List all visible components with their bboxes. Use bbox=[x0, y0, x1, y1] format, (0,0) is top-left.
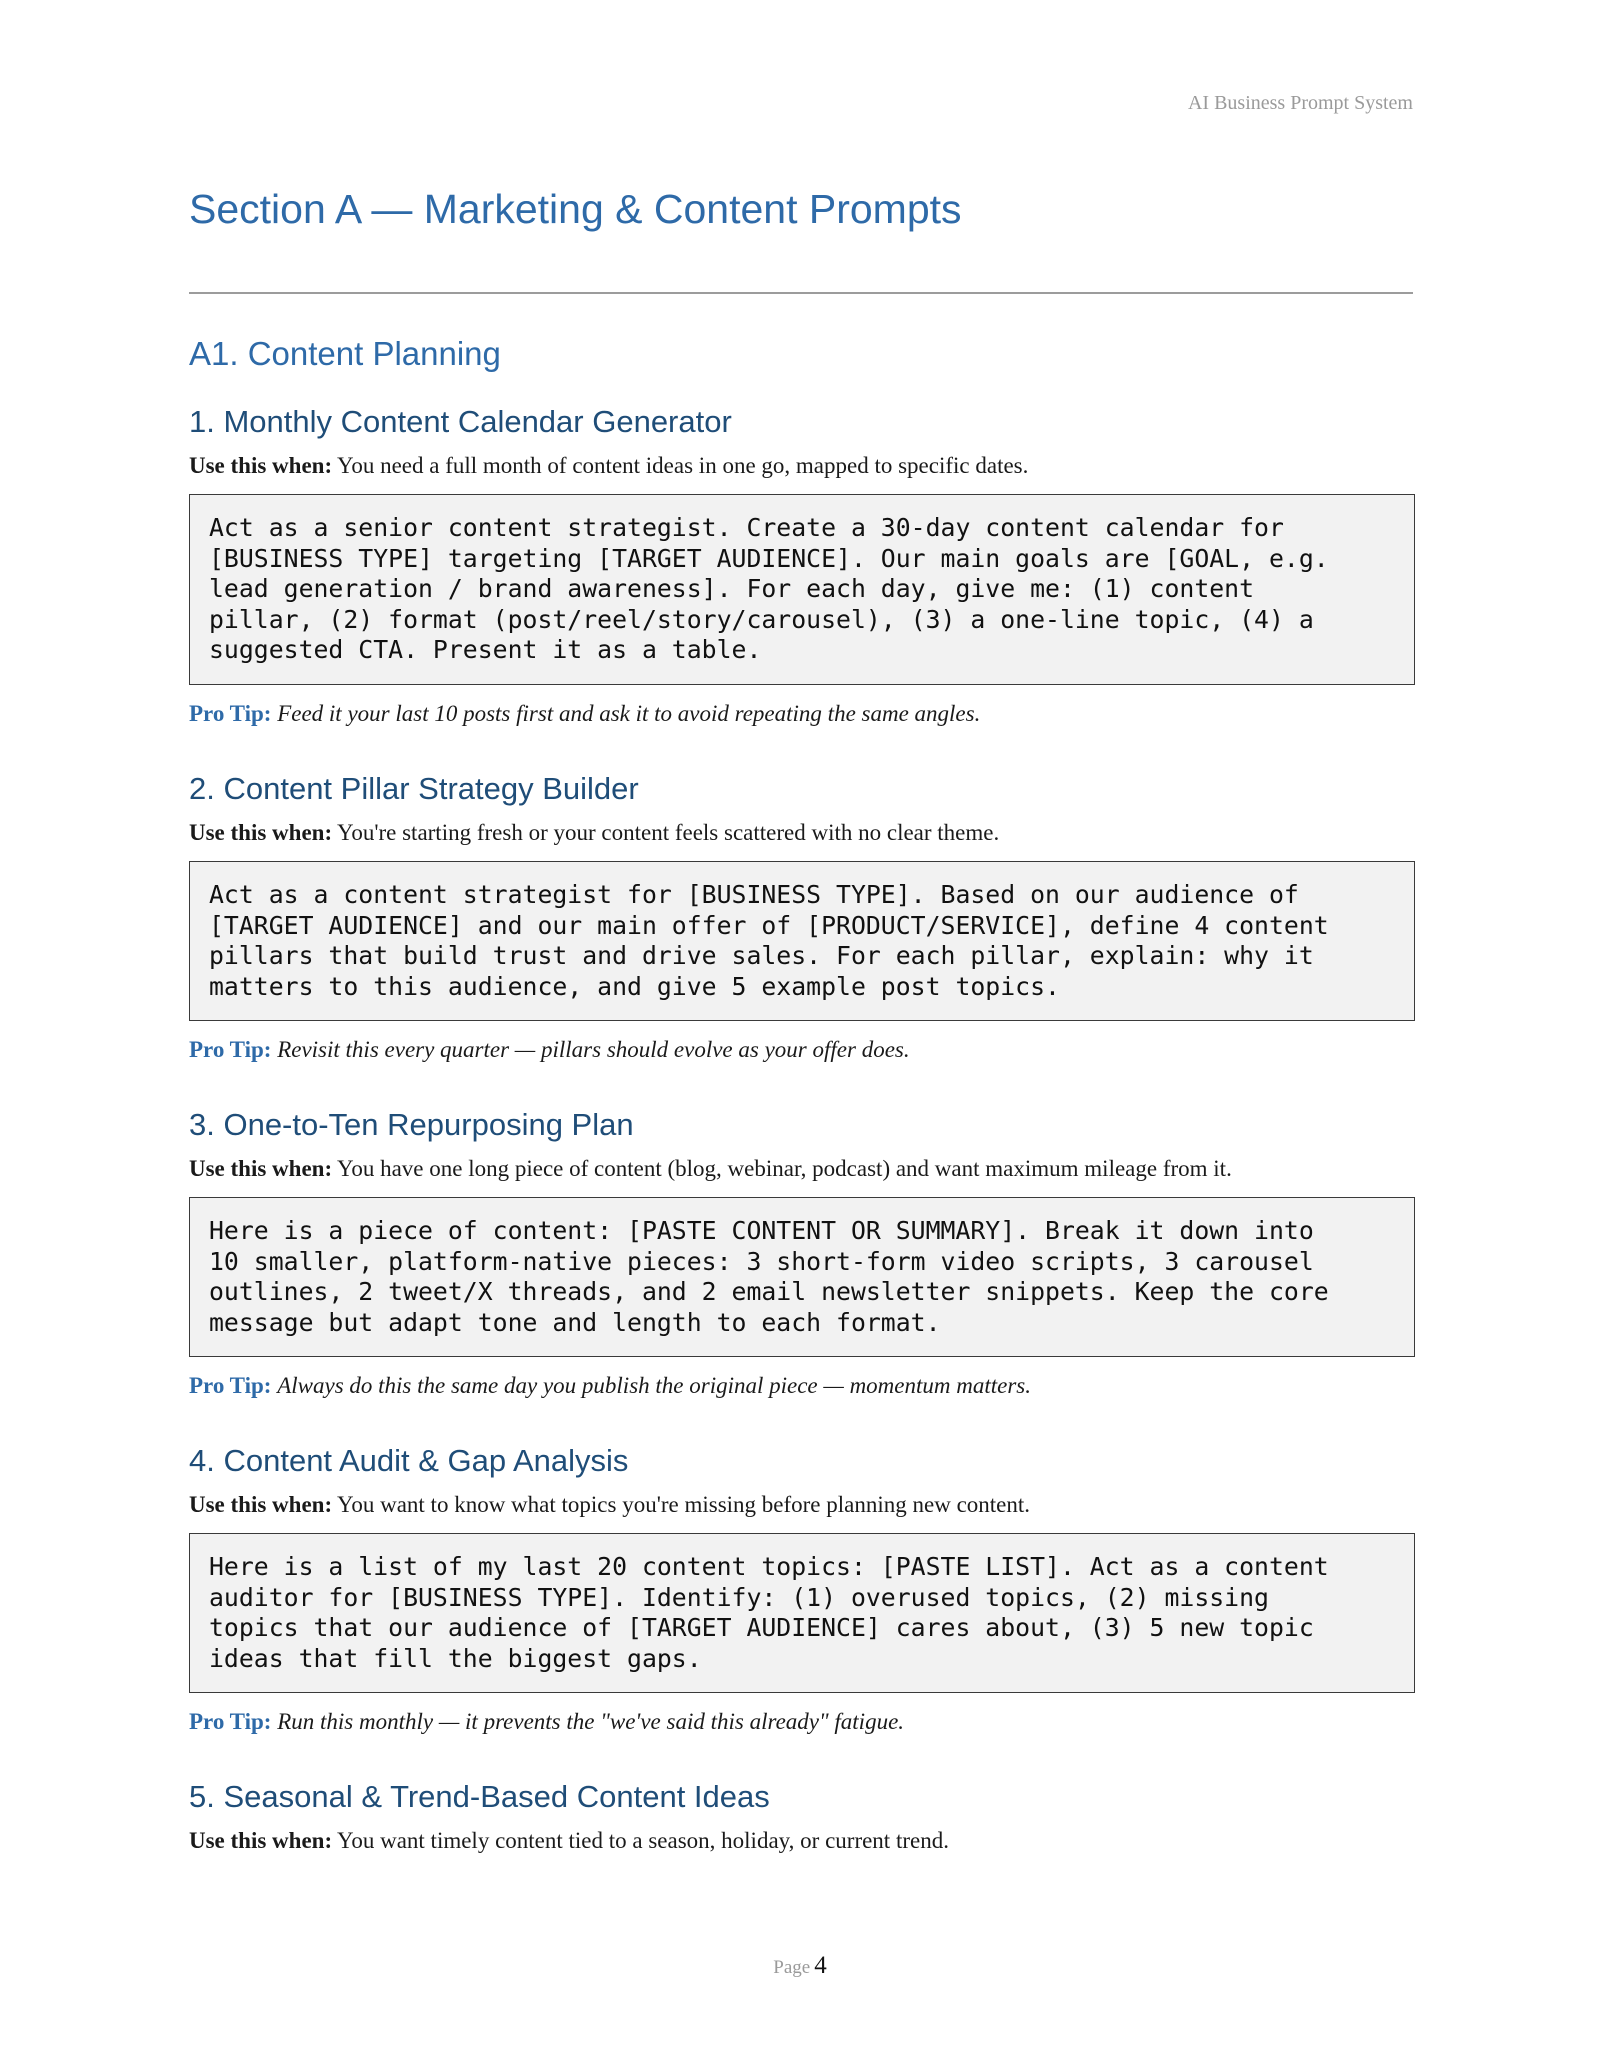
pro-tip-text: Always do this the same day you publish the original piece — momentum matters. bbox=[277, 1373, 1032, 1398]
pro-tip-line bbox=[189, 1707, 1415, 1737]
use-when-text: You want timely content tied to a season, holiday, or current trend. bbox=[337, 1828, 949, 1853]
prompt-code-box[interactable]: Here is a piece of content: [PASTE CONTENT OR SUMMARY]. Break it down into 10 smaller, platform-native pieces: 3 short-form video scripts, 3 carousel outlines, 2 tweet/X threads, and 2 email newsletter snippets. Keep the core message but adapt tone and length to each format. bbox=[189, 1197, 1415, 1357]
pro-tip-text: Run this monthly — it prevents the "we've said this already" fatigue. bbox=[277, 1709, 905, 1734]
use-when-label: Use this when: bbox=[189, 1828, 333, 1853]
use-when-text: You need a full month of content ideas in one go, mapped to specific dates. bbox=[337, 453, 1029, 478]
pro-tip-label: Pro Tip: bbox=[189, 1373, 272, 1398]
pro-tip-label: Pro Tip: bbox=[189, 1709, 272, 1734]
use-when-text: You want to know what topics you're missing before planning new content. bbox=[337, 1492, 1031, 1517]
section-divider bbox=[189, 292, 1413, 294]
use-when-text: You have one long piece of content (blog, webinar, podcast) and want maximum mileage from it. bbox=[337, 1156, 1232, 1181]
prompt-entry-5 bbox=[189, 1778, 1415, 1856]
prompt-code-box[interactable]: Act as a content strategist for [BUSINESS TYPE]. Based on our audience of [TARGET AUDIENCE] and our main offer of [PRODUCT/SERVICE], define 4 content pillars that build trust and drive sales. For each pillar, explain: why it matters to this audience, and give 5 example post topics. bbox=[189, 861, 1415, 1021]
use-when-label: Use this when: bbox=[189, 1492, 333, 1517]
prompt-title: 3. One-to-Ten Repurposing Plan bbox=[189, 1107, 634, 1142]
pro-tip-label: Pro Tip: bbox=[189, 1037, 272, 1062]
prompt-code-box[interactable]: Here is a list of my last 20 content topics: [PASTE LIST]. Act as a content auditor for [BUSINESS TYPE]. Identify: (1) overused topics, (2) missing topics that our audience of [TARGET AUDIENCE] cares about, (3) 5 new topic ideas that fill the biggest gaps. bbox=[189, 1533, 1415, 1693]
pro-tip-line bbox=[189, 1035, 1415, 1065]
use-when-label: Use this when: bbox=[189, 1156, 333, 1181]
prompt-title: 4. Content Audit & Gap Analysis bbox=[189, 1443, 629, 1478]
subsection-title: A1. Content Planning bbox=[189, 335, 501, 372]
prompt-entry-2 bbox=[189, 770, 1415, 1065]
pro-tip-text: Revisit this every quarter — pillars should evolve as your offer does. bbox=[277, 1037, 910, 1062]
use-when-line bbox=[189, 1826, 1415, 1856]
use-when-text: You're starting fresh or your content feels scattered with no clear theme. bbox=[337, 820, 1000, 845]
use-when-label: Use this when: bbox=[189, 820, 333, 845]
pro-tip-line bbox=[189, 699, 1415, 729]
pro-tip-label: Pro Tip: bbox=[189, 700, 272, 726]
use-when-line bbox=[189, 451, 1415, 481]
use-when-line bbox=[189, 1490, 1415, 1520]
prompt-title: 1. Monthly Content Calendar Generator bbox=[189, 404, 732, 439]
prompt-code-box[interactable]: Act as a senior content strategist. Create a 30-day content calendar for [BUSINESS TYPE] targeting [TARGET AUDIENCE]. Our main goals are [GOAL, e.g. lead generation / brand awareness]. For each day, give me: (1) content pillar, (2) format (post/reel/story/carousel), (3) a one-line topic, (4) a suggested CTA. Present it as a table. bbox=[189, 494, 1415, 685]
prompt-title: 5. Seasonal & Trend-Based Content Ideas bbox=[189, 1779, 770, 1814]
use-when-line bbox=[189, 818, 1415, 848]
prompt-title: 2. Content Pillar Strategy Builder bbox=[189, 771, 639, 806]
prompt-entry-4 bbox=[189, 1442, 1415, 1737]
page-footer bbox=[0, 1952, 1600, 1980]
section-title: Section A — Marketing & Content Prompts bbox=[189, 186, 962, 232]
pro-tip-line bbox=[189, 1371, 1415, 1401]
page-number: 4 bbox=[814, 1952, 827, 1979]
page-label: Page bbox=[773, 1957, 811, 1978]
use-when-label: Use this when: bbox=[189, 453, 333, 478]
prompt-entry-1 bbox=[189, 403, 1415, 729]
prompt-entry-3 bbox=[189, 1106, 1415, 1401]
use-when-line bbox=[189, 1154, 1415, 1184]
pro-tip-text: Feed it your last 10 posts first and ask it to avoid repeating the same angles. bbox=[277, 700, 981, 726]
running-header: AI Business Prompt System bbox=[1187, 92, 1413, 114]
